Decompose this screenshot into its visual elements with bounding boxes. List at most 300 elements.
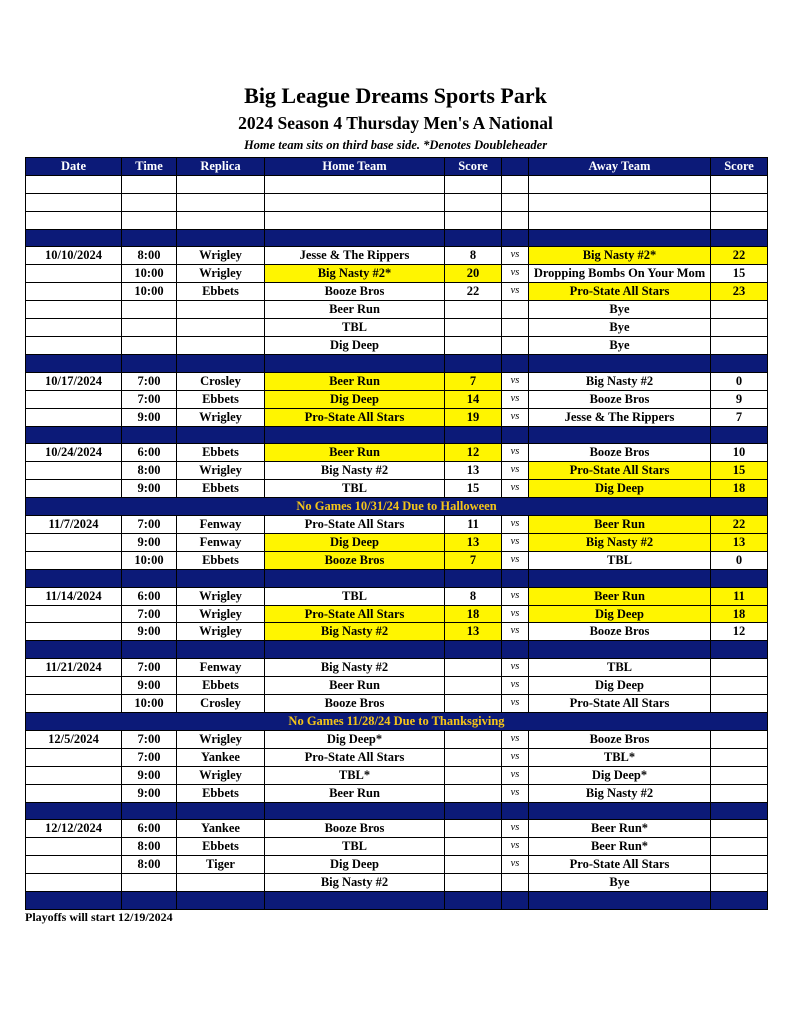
time-cell: 7:00 (122, 659, 177, 677)
separator-cell (711, 802, 768, 820)
home-score (445, 838, 502, 856)
separator-cell (265, 892, 445, 910)
away-score (711, 319, 768, 337)
time-cell: 7:00 (122, 372, 177, 390)
away-team: Bye (529, 301, 711, 319)
home-team: Booze Bros (265, 695, 445, 713)
away-score: 22 (711, 516, 768, 534)
separator-cell (265, 354, 445, 372)
vs-cell: vs (502, 820, 529, 838)
header-home-score: Score (445, 158, 502, 176)
away-team: Bye (529, 319, 711, 337)
separator-cell (529, 229, 711, 247)
header-away-score: Score (711, 158, 768, 176)
home-score (445, 856, 502, 874)
separator-cell (177, 641, 265, 659)
home-team: Pro-State All Stars (265, 605, 445, 623)
separator-cell (177, 802, 265, 820)
date-cell (26, 480, 122, 498)
replica-cell: Wrigley (177, 247, 265, 265)
date-cell (26, 677, 122, 695)
empty-cell (529, 211, 711, 229)
away-team: Beer Run* (529, 838, 711, 856)
page-title: Big League Dreams Sports Park (244, 83, 547, 108)
separator-cell (26, 354, 122, 372)
separator-cell (502, 426, 529, 444)
separator-cell (265, 426, 445, 444)
home-team: TBL (265, 587, 445, 605)
game-row (26, 516, 768, 534)
date-cell (26, 283, 122, 301)
date-cell: 10/24/2024 (26, 444, 122, 462)
home-team: Beer Run (265, 784, 445, 802)
header-vs (502, 158, 529, 176)
home-team: Beer Run (265, 372, 445, 390)
replica-cell (177, 301, 265, 319)
date-cell: 11/14/2024 (26, 587, 122, 605)
game-row (26, 677, 768, 695)
away-score (711, 748, 768, 766)
date-cell (26, 623, 122, 641)
empty-cell (26, 175, 122, 193)
page-subtitle: 2024 Season 4 Thursday Men's A National (238, 113, 553, 133)
home-score: 14 (445, 390, 502, 408)
home-score (445, 319, 502, 337)
date-cell (26, 748, 122, 766)
away-score (711, 820, 768, 838)
away-score: 11 (711, 587, 768, 605)
home-score: 13 (445, 462, 502, 480)
away-score (711, 766, 768, 784)
separator-cell (177, 354, 265, 372)
replica-cell: Wrigley (177, 730, 265, 748)
time-cell: 8:00 (122, 856, 177, 874)
replica-cell: Ebbets (177, 390, 265, 408)
no-games-notice-row (26, 498, 768, 516)
away-score (711, 784, 768, 802)
separator-cell (711, 426, 768, 444)
home-score: 13 (445, 533, 502, 551)
empty-cell (265, 175, 445, 193)
date-cell: 12/5/2024 (26, 730, 122, 748)
replica-cell: Crosley (177, 695, 265, 713)
away-team: Booze Bros (529, 623, 711, 641)
empty-cell (711, 193, 768, 211)
replica-cell: Wrigley (177, 766, 265, 784)
replica-cell: Yankee (177, 748, 265, 766)
home-score (445, 337, 502, 355)
week-separator-row (26, 892, 768, 910)
notice-text: No Games 10/31/24 Due to Halloween (26, 498, 768, 516)
away-score: 0 (711, 372, 768, 390)
header-home-team: Home Team (265, 158, 445, 176)
time-cell: 7:00 (122, 730, 177, 748)
vs-cell: vs (502, 856, 529, 874)
away-team: Booze Bros (529, 390, 711, 408)
vs-cell: vs (502, 730, 529, 748)
time-cell: 8:00 (122, 838, 177, 856)
vs-cell: vs (502, 516, 529, 534)
away-score (711, 301, 768, 319)
date-cell (26, 408, 122, 426)
away-team: Booze Bros (529, 730, 711, 748)
home-team: Dig Deep (265, 337, 445, 355)
time-cell: 8:00 (122, 247, 177, 265)
vs-cell: vs (502, 390, 529, 408)
away-team: Dig Deep (529, 605, 711, 623)
replica-cell (177, 874, 265, 892)
separator-cell (122, 569, 177, 587)
empty-cell (122, 175, 177, 193)
away-score: 15 (711, 462, 768, 480)
home-score (445, 874, 502, 892)
separator-cell (26, 892, 122, 910)
home-score: 7 (445, 551, 502, 569)
home-score (445, 695, 502, 713)
game-row (26, 856, 768, 874)
empty-cell (177, 175, 265, 193)
vs-cell: vs (502, 587, 529, 605)
separator-cell (445, 426, 502, 444)
game-row (26, 820, 768, 838)
separator-cell (26, 802, 122, 820)
empty-cell (502, 175, 529, 193)
vs-cell: vs (502, 480, 529, 498)
date-cell (26, 874, 122, 892)
week-separator-row (26, 802, 768, 820)
away-team: Pro-State All Stars (529, 283, 711, 301)
away-team: Jesse & The Rippers (529, 408, 711, 426)
date-cell (26, 301, 122, 319)
home-score: 19 (445, 408, 502, 426)
week-separator-row (26, 641, 768, 659)
empty-cell (122, 211, 177, 229)
separator-cell (445, 892, 502, 910)
time-cell: 7:00 (122, 516, 177, 534)
replica-cell: Ebbets (177, 444, 265, 462)
replica-cell: Ebbets (177, 784, 265, 802)
replica-cell: Yankee (177, 820, 265, 838)
home-score (445, 301, 502, 319)
blank-row (26, 175, 768, 193)
replica-cell: Wrigley (177, 408, 265, 426)
separator-cell (122, 354, 177, 372)
away-team: Pro-State All Stars (529, 856, 711, 874)
empty-cell (502, 193, 529, 211)
empty-cell (265, 193, 445, 211)
empty-cell (445, 211, 502, 229)
date-cell (26, 605, 122, 623)
separator-cell (122, 892, 177, 910)
home-team: Dig Deep (265, 533, 445, 551)
away-team: TBL (529, 659, 711, 677)
away-score: 12 (711, 623, 768, 641)
game-row (26, 390, 768, 408)
home-team: Dig Deep (265, 390, 445, 408)
empty-cell (26, 211, 122, 229)
separator-cell (529, 892, 711, 910)
home-score (445, 659, 502, 677)
game-row (26, 247, 768, 265)
date-cell: 11/21/2024 (26, 659, 122, 677)
home-team: Pro-State All Stars (265, 516, 445, 534)
separator-cell (265, 641, 445, 659)
game-row (26, 551, 768, 569)
time-cell: 9:00 (122, 784, 177, 802)
time-cell: 9:00 (122, 480, 177, 498)
away-score (711, 874, 768, 892)
bye-row (26, 874, 768, 892)
time-cell: 9:00 (122, 677, 177, 695)
separator-cell (265, 802, 445, 820)
away-team: Big Nasty #2 (529, 784, 711, 802)
date-cell (26, 856, 122, 874)
away-team: Dig Deep* (529, 766, 711, 784)
vs-cell: vs (502, 659, 529, 677)
time-cell (122, 337, 177, 355)
away-score: 23 (711, 283, 768, 301)
separator-cell (529, 641, 711, 659)
separator-cell (529, 802, 711, 820)
away-score: 9 (711, 390, 768, 408)
empty-cell (177, 211, 265, 229)
replica-cell: Wrigley (177, 605, 265, 623)
separator-cell (177, 229, 265, 247)
away-score (711, 730, 768, 748)
schedule-note: Home team sits on third base side. *Denotes Doubleheader (243, 138, 548, 152)
empty-cell (122, 193, 177, 211)
home-score: 12 (445, 444, 502, 462)
vs-cell: vs (502, 677, 529, 695)
vs-cell: vs (502, 247, 529, 265)
bye-row (26, 319, 768, 337)
away-team: Dropping Bombs On Your Mom (529, 265, 711, 283)
separator-cell (529, 426, 711, 444)
game-row (26, 730, 768, 748)
blank-row (26, 193, 768, 211)
empty-cell (711, 211, 768, 229)
separator-cell (529, 569, 711, 587)
separator-cell (502, 892, 529, 910)
away-team: Dig Deep (529, 677, 711, 695)
away-team: Big Nasty #2* (529, 247, 711, 265)
separator-cell (711, 641, 768, 659)
time-cell (122, 301, 177, 319)
vs-cell: vs (502, 623, 529, 641)
away-team: Bye (529, 337, 711, 355)
home-score: 18 (445, 605, 502, 623)
separator-cell (445, 229, 502, 247)
header-replica: Replica (177, 158, 265, 176)
home-team: Booze Bros (265, 551, 445, 569)
away-score: 18 (711, 605, 768, 623)
away-team: Beer Run (529, 516, 711, 534)
header-row (26, 158, 768, 176)
game-row (26, 605, 768, 623)
date-cell (26, 337, 122, 355)
replica-cell: Wrigley (177, 462, 265, 480)
schedule-table (25, 157, 768, 910)
game-row (26, 659, 768, 677)
date-cell: 11/7/2024 (26, 516, 122, 534)
separator-cell (502, 802, 529, 820)
bye-row (26, 301, 768, 319)
vs-cell: vs (502, 766, 529, 784)
separator-cell (445, 569, 502, 587)
game-row (26, 766, 768, 784)
away-team: Beer Run (529, 587, 711, 605)
home-team: Big Nasty #2* (265, 265, 445, 283)
replica-cell: Ebbets (177, 677, 265, 695)
replica-cell: Fenway (177, 533, 265, 551)
separator-cell (122, 426, 177, 444)
home-score: 8 (445, 247, 502, 265)
empty-cell (445, 193, 502, 211)
home-team: Beer Run (265, 444, 445, 462)
vs-cell: vs (502, 784, 529, 802)
vs-cell: vs (502, 551, 529, 569)
home-score: 20 (445, 265, 502, 283)
date-cell (26, 838, 122, 856)
header-date: Date (26, 158, 122, 176)
blank-row (26, 211, 768, 229)
game-row (26, 533, 768, 551)
home-score: 13 (445, 623, 502, 641)
game-row (26, 587, 768, 605)
away-team: Dig Deep (529, 480, 711, 498)
home-team: TBL (265, 838, 445, 856)
away-score (711, 659, 768, 677)
vs-cell: vs (502, 533, 529, 551)
week-separator-row (26, 569, 768, 587)
away-score (711, 337, 768, 355)
date-cell: 10/10/2024 (26, 247, 122, 265)
away-score: 18 (711, 480, 768, 498)
time-cell (122, 874, 177, 892)
vs-cell (502, 301, 529, 319)
home-score (445, 820, 502, 838)
game-row (26, 838, 768, 856)
header-time: Time (122, 158, 177, 176)
time-cell: 10:00 (122, 283, 177, 301)
time-cell: 10:00 (122, 551, 177, 569)
separator-cell (445, 354, 502, 372)
home-team: TBL (265, 319, 445, 337)
time-cell: 7:00 (122, 605, 177, 623)
date-cell (26, 319, 122, 337)
vs-cell: vs (502, 838, 529, 856)
playoffs-note: Playoffs will start 12/19/2024 (25, 910, 173, 924)
away-team: TBL (529, 551, 711, 569)
no-games-notice-row (26, 712, 768, 730)
empty-cell (265, 211, 445, 229)
date-cell: 12/12/2024 (26, 820, 122, 838)
home-team: Jesse & The Rippers (265, 247, 445, 265)
vs-cell: vs (502, 748, 529, 766)
separator-cell (502, 229, 529, 247)
time-cell: 9:00 (122, 623, 177, 641)
home-team: Booze Bros (265, 283, 445, 301)
replica-cell: Crosley (177, 372, 265, 390)
week-separator-row (26, 426, 768, 444)
home-score: 7 (445, 372, 502, 390)
home-team: Dig Deep* (265, 730, 445, 748)
away-score: 7 (711, 408, 768, 426)
home-team: Beer Run (265, 301, 445, 319)
home-score: 11 (445, 516, 502, 534)
away-team: Pro-State All Stars (529, 695, 711, 713)
game-row (26, 265, 768, 283)
away-score: 13 (711, 533, 768, 551)
away-score: 0 (711, 551, 768, 569)
home-score (445, 677, 502, 695)
bye-row (26, 337, 768, 355)
empty-cell (711, 175, 768, 193)
vs-cell: vs (502, 283, 529, 301)
replica-cell: Fenway (177, 659, 265, 677)
time-cell: 7:00 (122, 748, 177, 766)
separator-cell (502, 641, 529, 659)
separator-cell (177, 426, 265, 444)
time-cell: 10:00 (122, 695, 177, 713)
vs-cell: vs (502, 265, 529, 283)
date-cell (26, 462, 122, 480)
game-row (26, 283, 768, 301)
time-cell: 6:00 (122, 820, 177, 838)
separator-cell (711, 229, 768, 247)
home-team: Pro-State All Stars (265, 748, 445, 766)
empty-cell (529, 175, 711, 193)
separator-cell (502, 569, 529, 587)
home-team: Big Nasty #2 (265, 874, 445, 892)
home-team: Dig Deep (265, 856, 445, 874)
separator-cell (529, 354, 711, 372)
vs-cell: vs (502, 372, 529, 390)
replica-cell (177, 337, 265, 355)
empty-cell (529, 193, 711, 211)
away-team: Booze Bros (529, 444, 711, 462)
date-cell (26, 551, 122, 569)
home-score: 8 (445, 587, 502, 605)
separator-cell (265, 229, 445, 247)
replica-cell: Tiger (177, 856, 265, 874)
replica-cell: Wrigley (177, 587, 265, 605)
separator-cell (711, 354, 768, 372)
header-away-team: Away Team (529, 158, 711, 176)
away-score (711, 695, 768, 713)
separator-cell (122, 229, 177, 247)
away-score: 10 (711, 444, 768, 462)
game-row (26, 462, 768, 480)
home-score (445, 748, 502, 766)
separator-cell (26, 641, 122, 659)
home-team: Beer Run (265, 677, 445, 695)
game-row (26, 408, 768, 426)
replica-cell: Fenway (177, 516, 265, 534)
away-score: 15 (711, 265, 768, 283)
home-team: Big Nasty #2 (265, 462, 445, 480)
vs-cell (502, 337, 529, 355)
empty-cell (445, 175, 502, 193)
date-cell (26, 695, 122, 713)
away-team: Big Nasty #2 (529, 533, 711, 551)
home-team: Big Nasty #2 (265, 623, 445, 641)
date-cell (26, 265, 122, 283)
empty-cell (177, 193, 265, 211)
separator-cell (26, 569, 122, 587)
separator-cell (177, 892, 265, 910)
empty-cell (26, 193, 122, 211)
